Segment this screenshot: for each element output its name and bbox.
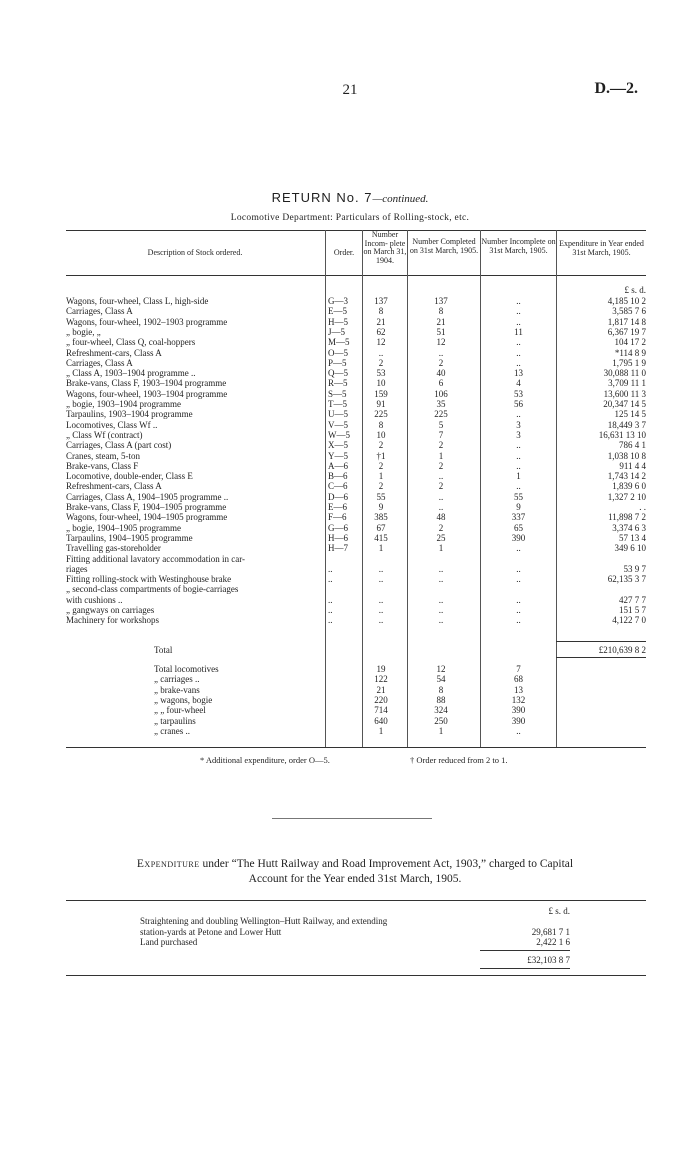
table-row	[66, 306, 646, 316]
table-row	[66, 461, 646, 471]
row-description: riages	[66, 563, 88, 574]
row-incomplete-1904: ..	[378, 605, 384, 615]
row-incomplete-1904: 8	[378, 306, 384, 317]
total-row	[66, 645, 646, 655]
footnote-reduced: † Order reduced from 2 to 1.	[410, 755, 508, 765]
row-description: „ Class Wf (contract)	[66, 429, 143, 440]
expenditure-bottom-rule	[66, 975, 646, 976]
row-description: Carriages, Class A, 1904–1905 programme ..	[66, 491, 229, 502]
row-incomplete-1904: ..	[378, 563, 384, 574]
row-incomplete-1904: 415	[374, 532, 388, 543]
total-value: £210,639 8 2	[598, 645, 646, 655]
row-expenditure: 125 14 5	[614, 409, 646, 420]
row-expenditure: 4,122 7 0	[612, 615, 646, 626]
row-description: „ gangways on carriages	[66, 605, 155, 615]
row-completed: ..	[438, 574, 444, 585]
row-expenditure: 53 9 7	[623, 563, 646, 574]
row-description: Cranes, steam, 5-ton	[66, 450, 140, 461]
table-row	[66, 492, 646, 502]
summary-row	[66, 664, 646, 674]
summary-incomplete-1905: 7	[516, 664, 521, 674]
row-order: S—5	[328, 388, 347, 399]
summary-description: „ „ four-wheel	[154, 705, 206, 716]
row-incomplete-1905: 55	[514, 491, 523, 502]
row-description: Carriages, Class A (part cost)	[66, 440, 172, 451]
header-order: Order.	[333, 248, 355, 257]
table-top-rule	[66, 230, 646, 231]
row-completed: 12	[436, 337, 446, 348]
row-incomplete-1904: 91	[376, 399, 386, 409]
row-expenditure: 3,374 6 3	[612, 522, 646, 533]
table-row	[66, 481, 646, 491]
row-completed: 2	[438, 440, 444, 451]
summary-completed: 88	[436, 694, 446, 705]
table-row	[66, 409, 646, 419]
row-order: G—3	[328, 296, 348, 306]
summary-incomplete-1905: 132	[511, 694, 526, 705]
expenditure-description: Straightening and doubling Wellington–Hutt Railway, and extending	[140, 916, 388, 926]
table-row	[66, 502, 646, 512]
summary-incomplete-1904: 714	[374, 705, 388, 716]
row-description: „ bogie, 1904–1905 programme	[66, 522, 181, 533]
row-expenditure: 57 13 4	[619, 532, 646, 543]
row-description: Wagons, four-wheel, Class L, high-side	[66, 296, 209, 306]
row-description: Brake-vans, Class F, 1903–1904 programme	[66, 378, 227, 389]
row-incomplete-1905: 4	[516, 378, 521, 389]
row-incomplete-1904: 53	[376, 368, 386, 379]
row-completed: ..	[438, 471, 444, 482]
summary-completed: 1	[438, 725, 444, 736]
row-incomplete-1905: ..	[516, 450, 521, 461]
row-description: Travelling gas-storeholder	[66, 543, 161, 554]
row-completed: 25	[436, 532, 446, 543]
row-incomplete-1904: 12	[376, 337, 386, 348]
table-row	[66, 440, 646, 450]
row-order: B—6	[328, 471, 348, 482]
header-expenditure: Expenditure in Year ended 31st March, 1905.	[559, 239, 644, 257]
row-description: Locomotives, Class Wf ..	[66, 419, 158, 430]
row-completed: ..	[438, 615, 444, 626]
row-description: Brake-vans, Class F, 1904–1905 programme	[66, 502, 227, 512]
row-order: T—5	[328, 399, 347, 409]
table-row	[66, 605, 646, 615]
expenditure-currency-header: £ s. d.	[548, 906, 570, 916]
row-order: E—6	[328, 502, 347, 512]
row-expenditure: 13,600 11 3	[603, 388, 646, 399]
row-incomplete-1905: 337	[511, 512, 526, 523]
row-order: Y—5	[328, 450, 348, 461]
row-incomplete-1904: 10	[376, 429, 386, 440]
row-expenditure: 3,585 7 6	[612, 306, 646, 317]
summary-description: „ carriages ..	[154, 674, 200, 685]
row-completed: 1	[438, 543, 444, 554]
table-row	[66, 564, 646, 574]
table-subtitle: Locomotive Department: Particulars of Rolling-stock, etc.	[230, 213, 470, 223]
expenditure-title-rest: under “The Hutt Railway and Road Improvement Act, 1903,” charged to Capital	[199, 858, 574, 870]
row-incomplete-1905: ..	[516, 296, 521, 306]
row-incomplete-1905: ..	[516, 460, 521, 471]
row-completed: 2	[438, 522, 444, 533]
row-incomplete-1904: 62	[376, 326, 386, 337]
row-expenditure: 1,743 14 2	[607, 471, 646, 482]
table-row	[66, 554, 646, 564]
summary-incomplete-1904: 640	[374, 715, 388, 726]
row-incomplete-1905: 3	[516, 429, 521, 440]
row-order: H—5	[328, 316, 348, 327]
row-description: Locomotive, double-ender, Class E	[66, 471, 193, 482]
row-completed: 5	[438, 419, 444, 430]
expenditure-total-bottom-rule	[480, 968, 570, 969]
row-completed: ..	[438, 563, 444, 574]
expenditure-description: Land purchased	[140, 937, 198, 947]
row-incomplete-1904: 9	[378, 502, 384, 512]
row-order: H—7	[328, 543, 348, 554]
return-title-suffix: —continued.	[372, 193, 429, 205]
table-row	[66, 523, 646, 533]
expenditure-title-word: Expenditure	[136, 858, 200, 870]
page-number: 21	[342, 82, 358, 98]
summary-completed: 12	[436, 664, 446, 674]
row-incomplete-1905: ..	[516, 337, 521, 348]
row-completed: 7	[438, 429, 444, 440]
row-order: ..	[328, 605, 333, 615]
row-incomplete-1904: †1	[376, 450, 386, 461]
row-order: ..	[328, 615, 333, 626]
row-expenditure: 1,839 6 0	[612, 481, 646, 492]
summary-incomplete-1904: 220	[374, 694, 388, 705]
row-incomplete-1905: ..	[516, 409, 521, 420]
row-expenditure: 30,088 11 0	[603, 368, 646, 379]
row-order: H—6	[328, 532, 348, 543]
row-description: with cushions ..	[66, 594, 123, 605]
row-incomplete-1905: ..	[516, 543, 521, 554]
row-expenditure: 4,185 10 2	[607, 296, 646, 306]
table-row	[66, 512, 646, 522]
table-row	[66, 378, 646, 388]
summary-completed: 250	[434, 715, 448, 726]
row-incomplete-1904: 55	[376, 491, 386, 502]
row-completed: 1	[438, 450, 444, 461]
row-description: „ bogie, 1903–1904 programme	[66, 399, 181, 409]
row-order: E—5	[328, 306, 347, 317]
row-order: F—6	[328, 512, 347, 523]
summary-row	[66, 685, 646, 695]
row-description: „ four-wheel, Class Q, coal-hoppers	[66, 337, 196, 348]
expenditure-item	[140, 927, 570, 937]
table-row	[66, 358, 646, 368]
row-order: C—6	[328, 481, 348, 492]
row-incomplete-1905: 13	[514, 368, 523, 379]
row-description: Brake-vans, Class F	[66, 460, 139, 471]
expenditure-total-top-rule	[480, 950, 570, 951]
row-incomplete-1905: ..	[516, 574, 521, 585]
table-row	[66, 368, 646, 378]
section-separator	[272, 818, 432, 819]
row-incomplete-1905: 53	[514, 388, 523, 399]
row-expenditure: 911 4 4	[619, 460, 646, 471]
row-expenditure: 104 17 2	[614, 337, 646, 348]
row-completed: 48	[436, 512, 446, 523]
total-label: Total	[154, 645, 173, 655]
row-description: Carriages, Class A	[66, 357, 133, 368]
table-row	[66, 615, 646, 625]
row-completed: 225	[434, 409, 448, 420]
row-incomplete-1904: 385	[374, 512, 388, 523]
row-order: D—6	[328, 491, 348, 502]
row-incomplete-1904: 1	[378, 471, 384, 482]
summary-completed: 54	[436, 674, 446, 685]
row-incomplete-1904: ..	[378, 615, 384, 626]
row-incomplete-1905: ..	[516, 615, 521, 626]
row-description: Refreshment-cars, Class A	[66, 481, 162, 492]
currency-header: £ s. d.	[624, 285, 646, 295]
table-row	[66, 389, 646, 399]
expenditure-top-rule	[66, 900, 646, 901]
summary-description: Total locomotives	[154, 664, 219, 674]
table-row	[66, 533, 646, 543]
row-order: J—5	[328, 326, 346, 337]
table-row	[66, 296, 646, 306]
row-incomplete-1904: ..	[378, 594, 384, 605]
summary-row	[66, 705, 646, 715]
summary-incomplete-1905: 390	[511, 705, 526, 716]
row-expenditure: 62,135 3 7	[607, 574, 646, 585]
table-row	[66, 595, 646, 605]
row-expenditure: 3,709 11 1	[608, 378, 646, 389]
table-row	[66, 327, 646, 337]
row-incomplete-1905: 65	[514, 522, 523, 533]
row-incomplete-1904: ..	[378, 574, 384, 585]
summary-description: „ tarpaulins	[154, 715, 196, 726]
row-order: U—5	[328, 409, 348, 420]
expenditure-total: £32,103 8 7	[527, 955, 570, 965]
row-incomplete-1905: ..	[516, 594, 521, 605]
row-incomplete-1905: ..	[516, 347, 521, 358]
row-order: R—5	[328, 378, 348, 389]
row-order: Q—5	[328, 368, 348, 379]
row-incomplete-1904: 159	[374, 388, 388, 399]
row-incomplete-1905: 9	[516, 502, 521, 512]
table-header-rule	[66, 275, 646, 276]
row-description: „ second-class compartments of bogie-carriages	[66, 584, 239, 595]
row-completed: ..	[438, 594, 444, 605]
row-description: Fitting rolling-stock with Westinghouse brake	[66, 574, 232, 585]
header-incomplete-1904: Number Incom- plete on March 31, 1904.	[363, 230, 407, 265]
row-completed: 106	[434, 388, 448, 399]
row-order: W—5	[328, 429, 350, 440]
summary-incomplete-1904: 19	[376, 664, 386, 674]
row-expenditure: 151 5 7	[619, 605, 646, 615]
table-bottom-rule	[66, 747, 646, 748]
table-row	[66, 420, 646, 430]
row-completed: 137	[434, 296, 448, 306]
row-order: A—6	[328, 460, 348, 471]
summary-row	[66, 716, 646, 726]
row-completed: 8	[438, 306, 444, 317]
summary-description: „ brake-vans	[154, 684, 200, 695]
row-incomplete-1905: 56	[514, 399, 523, 409]
row-expenditure: 6,367 19 7	[607, 326, 646, 337]
expenditure-description: station-yards at Petone and Lower Hutt	[140, 926, 282, 937]
row-expenditure: 786 4 1	[619, 440, 646, 451]
row-incomplete-1904: 137	[374, 296, 388, 306]
footnote-additional: * Additional expenditure, order O—5.	[200, 755, 330, 765]
summary-description: „ wagons, bogie	[154, 694, 213, 705]
row-expenditure: . .	[639, 502, 646, 512]
row-incomplete-1905: ..	[516, 357, 521, 368]
row-incomplete-1905: ..	[516, 481, 521, 492]
summary-incomplete-1905: 390	[511, 715, 526, 726]
row-order: O—5	[328, 347, 348, 358]
summary-description: „ cranes ..	[154, 725, 190, 736]
summary-incomplete-1904: 21	[376, 684, 386, 695]
row-incomplete-1905: ..	[516, 316, 521, 327]
row-description: Wagons, four-wheel, 1904–1905 programme	[66, 512, 228, 523]
expenditure-title-line2: Account for the Year ended 31st March, 1905.	[248, 873, 462, 885]
row-incomplete-1904: 2	[378, 440, 384, 451]
row-description: Wagons, four-wheel, 1902–1903 programme	[66, 316, 228, 327]
row-incomplete-1905: 390	[511, 532, 526, 543]
table-row	[66, 574, 646, 584]
expenditure-item	[140, 937, 570, 947]
row-incomplete-1905: ..	[516, 605, 521, 615]
return-title-main: RETURN No. 7	[271, 190, 373, 205]
row-incomplete-1905: 3	[516, 419, 521, 430]
row-expenditure: 11,898 7 2	[608, 512, 646, 523]
summary-incomplete-1904: 1	[378, 725, 384, 736]
row-order: P—5	[328, 357, 347, 368]
row-order: X—5	[328, 440, 348, 451]
row-completed: 21	[436, 316, 446, 327]
row-order: M—5	[328, 337, 350, 348]
document-reference: D.—2.	[594, 80, 638, 97]
row-expenditure: 427 7 7	[619, 594, 646, 605]
header-description: Description of Stock ordered.	[147, 248, 243, 257]
row-completed: 6	[438, 378, 444, 389]
table-row	[66, 543, 646, 553]
table-row	[66, 430, 646, 440]
table-row	[66, 584, 646, 594]
row-incomplete-1905: 1	[516, 471, 521, 482]
return-title	[0, 190, 700, 205]
row-description: Wagons, four-wheel, 1903–1904 programme	[66, 388, 228, 399]
summary-incomplete-1905: 13	[514, 684, 523, 695]
row-order: ..	[328, 574, 333, 585]
summary-row	[66, 695, 646, 705]
summary-row	[66, 674, 646, 684]
row-completed: 2	[438, 460, 444, 471]
row-completed: 2	[438, 357, 444, 368]
row-incomplete-1905: 11	[514, 326, 523, 337]
row-expenditure: 1,817 14 8	[607, 316, 646, 327]
row-completed: ..	[438, 347, 444, 358]
row-completed: 40	[436, 368, 446, 379]
row-expenditure: 1,327 2 10	[607, 491, 646, 502]
row-order: ..	[328, 594, 333, 605]
table-row	[66, 348, 646, 358]
row-description: Carriages, Class A	[66, 306, 133, 317]
row-expenditure: 20,347 14 5	[603, 399, 646, 409]
row-incomplete-1904: 2	[378, 481, 384, 492]
row-incomplete-1904: 225	[374, 409, 388, 420]
row-completed: 2	[438, 481, 444, 492]
row-incomplete-1904: 10	[376, 378, 386, 389]
row-description: Tarpaulins, 1904–1905 programme	[66, 532, 193, 543]
row-incomplete-1904: 2	[378, 460, 384, 471]
row-order: V—5	[328, 419, 348, 430]
row-completed: ..	[438, 491, 444, 502]
total-top-rule	[556, 641, 646, 642]
summary-row	[66, 726, 646, 736]
row-description: Refreshment-cars, Class A	[66, 347, 162, 358]
table-row	[66, 337, 646, 347]
row-incomplete-1904: 2	[378, 357, 384, 368]
expenditure-title	[60, 857, 650, 887]
table-row	[66, 451, 646, 461]
table-row	[66, 471, 646, 481]
table-row	[66, 317, 646, 327]
row-completed: ..	[438, 605, 444, 615]
header-incomplete-1905: Number Incomplete on 31st March, 1905.	[481, 237, 556, 255]
row-order: G—6	[328, 522, 348, 533]
row-order: ..	[328, 563, 333, 574]
row-expenditure: 16,631 13 10	[598, 429, 646, 440]
row-expenditure: 1,038 10 8	[607, 450, 646, 461]
row-description: Fitting additional lavatory accommodation in car-	[66, 553, 246, 564]
summary-completed: 8	[438, 684, 444, 695]
header-completed: Number Completed on 31st March, 1905.	[409, 237, 479, 255]
total-bottom-rule	[556, 657, 646, 658]
row-incomplete-1904: 1	[378, 543, 384, 554]
row-description: Tarpaulins, 1903–1904 programme	[66, 409, 193, 420]
row-expenditure: 349 6 10	[614, 543, 646, 554]
expenditure-item	[140, 916, 570, 926]
row-description: „ Class A, 1903–1904 programme ..	[66, 368, 196, 379]
row-expenditure: *114 8 9	[614, 347, 646, 358]
row-incomplete-1904: ..	[378, 347, 384, 358]
expenditure-value: 29,681 7 1	[531, 926, 570, 937]
summary-incomplete-1905: 68	[514, 674, 523, 685]
row-expenditure: 18,449 3 7	[607, 419, 646, 430]
summary-incomplete-1905: ..	[516, 725, 521, 736]
table-row	[66, 399, 646, 409]
summary-completed: 324	[434, 705, 448, 716]
row-incomplete-1904: 8	[378, 419, 384, 430]
row-incomplete-1904: 67	[376, 522, 386, 533]
row-incomplete-1905: ..	[516, 306, 521, 317]
row-description: „ bogie, „	[66, 326, 101, 337]
expenditure-value: 2,422 1 6	[536, 937, 570, 947]
row-expenditure: 1,795 1 9	[612, 357, 646, 368]
row-incomplete-1905: ..	[516, 440, 521, 451]
row-incomplete-1905: ..	[516, 563, 521, 574]
summary-incomplete-1904: 122	[374, 674, 388, 685]
row-completed: 35	[436, 399, 446, 409]
row-completed: 51	[436, 326, 446, 337]
row-description: Machinery for workshops	[66, 615, 159, 626]
row-completed: ..	[438, 502, 444, 512]
row-incomplete-1904: 21	[376, 316, 386, 327]
